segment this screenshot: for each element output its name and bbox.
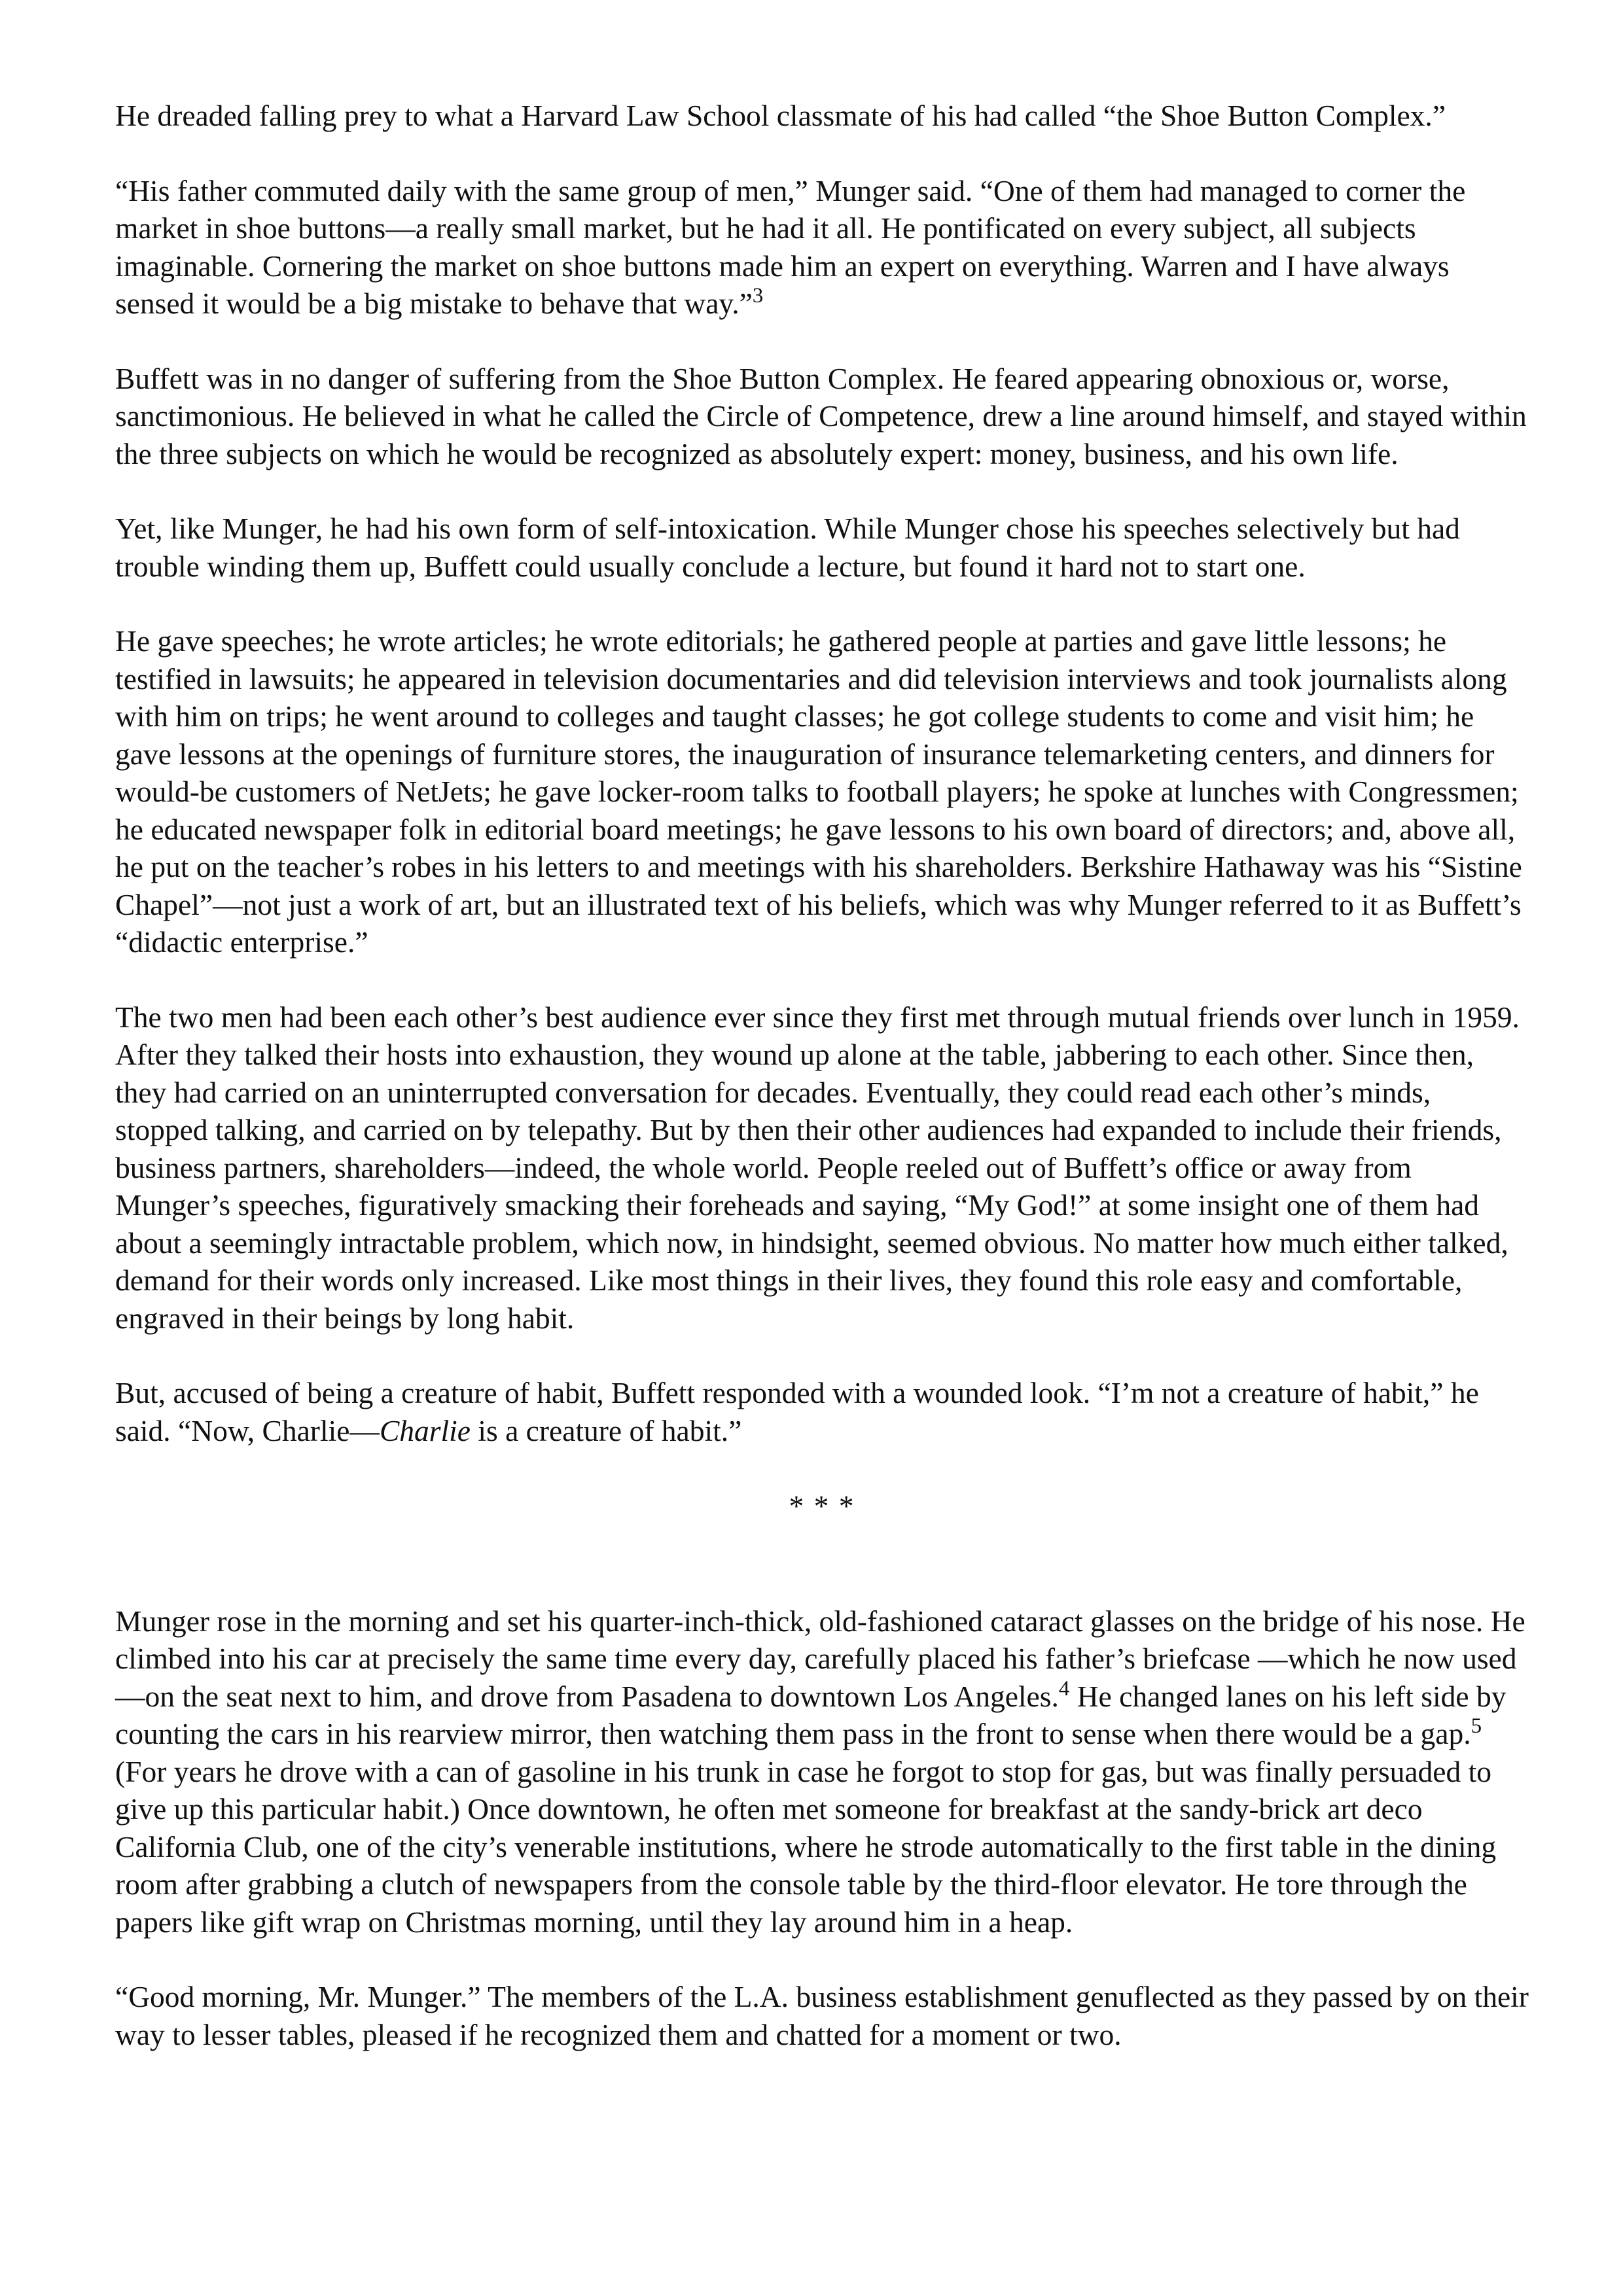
paragraph-best-audience [115,998,1529,1337]
paragraph-text: “His father commuted daily with the same group of men,” Munger said. “One of them had managed to corner the market in shoe buttons—a really small market, but he had it all. He pontificated on every subject, all subjects imaginable. Cornering the market on shoe buttons made him an expert on everything. Warren and I have always sensed it would be a big mistake to behave that way.” [115,173,1466,320]
section-break: * * * [789,1489,855,1523]
emphasis-charlie: Charlie [379,1413,471,1447]
footnote-ref-4: 4 [1058,1676,1070,1701]
document-page [115,97,1529,2091]
paragraph-text: “Good morning, Mr. Munger.” The members of the L.A. business establishment genuflected as they passed by on their way to lesser tables, pleased if he recognized them and chatted for a moment or two. [115,1980,1529,2051]
paragraph-text: But, accused of being a creature of habit, Buffett responded with a wounded look. “I’m not a creature of habit,” he said. “Now, Charlie— [115,1376,1479,1447]
footnote-ref-3: 3 [752,284,764,308]
paragraph-text: Munger rose in the morning and set his quarter-inch-thick, old-fashioned cataract glasses on the bridge of his nose. He climbed into his car at precisely the same time every day, carefully placed his father’s briefcase —which he now used—on the seat next to him, and drove from Pasadena to downtown Los Angeles. [115,1604,1525,1713]
paragraph-text: He changed lanes on his left side by counting the cars in his rearview mirror, then watching them pass in the front to sense when there would be a gap. [115,1679,1507,1750]
paragraph-good-morning [115,1978,1529,2053]
paragraph-text: (For years he drove with a can of gasoline in his trunk in case he forgot to stop for gas, but was finally persuaded to give up this particular habit.) Once downtown, he often met someone for breakfast at the sandy-brick art deco California Club, one of the city’s venerable institutions, where he strode automatically to the first table in the dining room after grabbing a clutch of newspapers from the console table by the third-floor elevator. He tore through the papers like gift wrap on Christmas morning, until they lay around him in a heap. [115,1754,1497,1939]
paragraph-text: Yet, like Munger, he had his own form of self-intoxication. While Munger chose his speeches selectively but had trouble winding them up, Buffett could usually conclude a lecture, but found it hard not to start one. [115,512,1460,583]
paragraph-circle-of-competence [115,360,1529,473]
paragraph-munger-morning [115,1602,1529,1941]
paragraph-speeches [115,622,1529,961]
paragraph-text: Buffett was in no danger of suffering from the Shoe Button Complex. He feared appearing obnoxious or, worse, sanctimonious. He believed in what he called the Circle of Competence, drew a line around himself, and stayed within the three subjects on which he would be recognized as absolutely expert: money, business, and his own life. [115,361,1527,470]
paragraph-shoe-button-intro [115,97,1529,135]
paragraph-text: The two men had been each other’s best audience ever since they first met through mutual friends over lunch in 1959. After they talked their hosts into exhaustion, they wound up alone at the table, jabbering to each other. Since then, they had carried on an uninterrupted conversation for decades. Eventually, they could read each other’s minds, stopped talking, and carried on by telepathy. But by then their other audiences had expanded to include their friends, business partners, shareholders—indeed, the whole world. People reeled out of Buffett’s office or away from Munger’s speeches, figuratively smacking their foreheads and saying, “My God!” at some insight one of them had about a seemingly intractable problem, which now, in hindsight, seemed obvious. No matter how much either talked, demand for their words only increased. Like most things in their lives, they found this role easy and comfortable, engraved in their beings by long habit. [115,1000,1520,1335]
paragraph-text: is a creature of habit.” [470,1413,742,1447]
footnote-ref-5: 5 [1471,1714,1482,1738]
paragraph-munger-quote [115,172,1529,323]
paragraph-creature-of-habit [115,1374,1529,1449]
paragraph-self-intoxication [115,510,1529,585]
paragraph-text: He dreaded falling prey to what a Harvard Law School classmate of his had called “the Shoe Button Complex.” [115,99,1446,132]
paragraph-text: He gave speeches; he wrote articles; he wrote editorials; he gathered people at parties and gave little lessons; he testified in lawsuits; he appeared in television documentaries and did television interviews and took journalists along with him on trips; he went around to colleges and taught classes; he got college students to come and visit him; he gave lessons at the openings of furniture stores, the inauguration of insurance telemarketing centers, and dinners for would-be customers of NetJets; he gave locker-room talks to football players; he spoke at lunches with Congressmen; he educated newspaper folk in editorial board meetings; he gave lessons to his own board of directors; and, above all, he put on the teacher’s robes in his letters to and meetings with his shareholders. Berkshire Hathaway was his “Sistine Chapel”—not just a work of art, but an illustrated text of his beliefs, which was why Munger referred to it as Buffett’s “didactic enterprise.” [115,624,1522,959]
